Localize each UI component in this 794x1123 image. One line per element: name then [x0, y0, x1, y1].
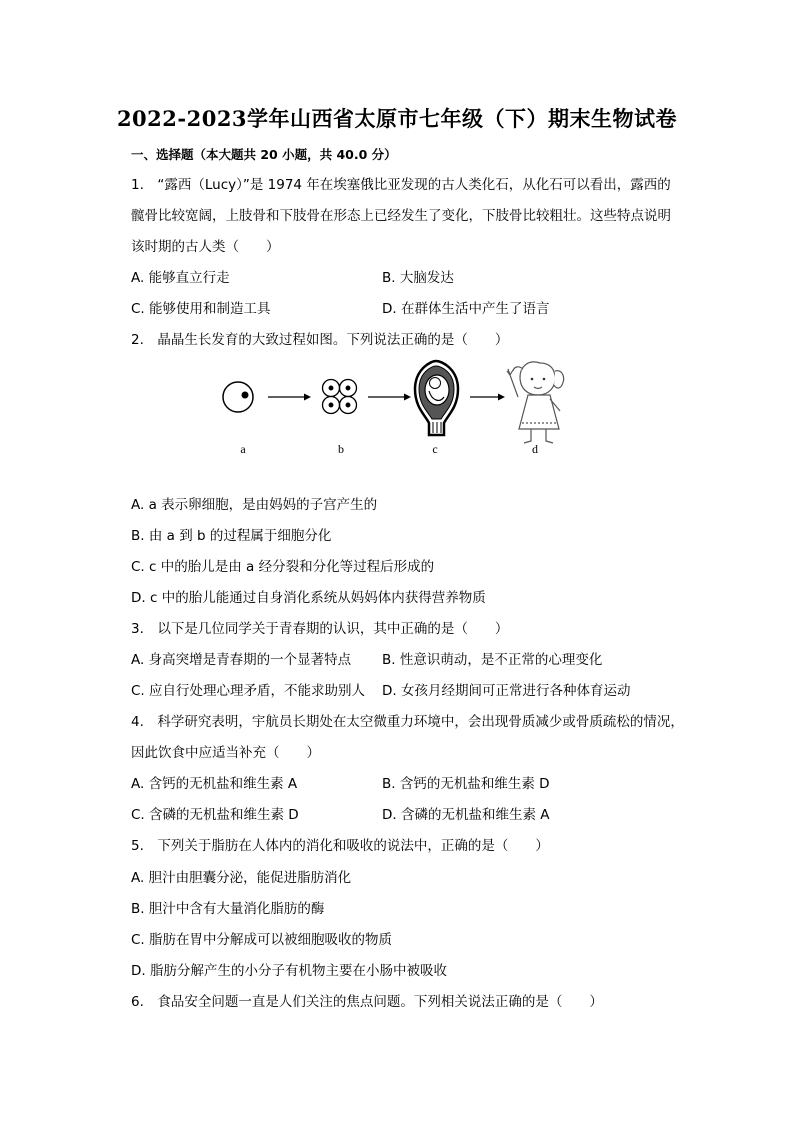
q5-stem: 5. 下列关于脂肪在人体内的消化和吸收的说法中，正确的是（ ）	[131, 838, 549, 854]
figure-label-c: c	[432, 442, 438, 456]
fertilized-egg-drawing	[223, 382, 253, 412]
q4-option-d: D. 含磷的无机盐和维生素 A	[382, 807, 550, 823]
exam-title: 2022-2023学年山西省太原市七年级（下）期末生物试卷	[116, 106, 678, 131]
q1-option-b: B. 大脑发达	[382, 270, 454, 286]
girl-drawing	[507, 362, 564, 443]
q2-option-a: A. a 表示卵细胞，是由妈妈的子宫产生的	[131, 497, 378, 513]
figure-label-a: a	[240, 442, 246, 456]
q4-option-c: C. 含磷的无机盐和维生素 D	[131, 807, 299, 823]
q2-stem: 2. 晶晶生长发育的大致过程如图。下列说法正确的是（ ）	[131, 332, 509, 348]
q1-option-c: C. 能够使用和制造工具	[131, 301, 271, 317]
q1-option-a: A. 能够直立行走	[131, 270, 230, 286]
figure-label-d: d	[532, 442, 538, 456]
growth-process-figure	[218, 357, 578, 462]
q3-option-a: A. 身高突增是青春期的一个显著特点	[131, 652, 352, 668]
q1-stem-line3: 该时期的古人类（ ）	[131, 239, 280, 255]
q4-option-a: A. 含钙的无机盐和维生素 A	[131, 776, 298, 792]
q5-option-b: B. 胆汁中含有大量消化脂肪的酶	[131, 901, 325, 917]
q1-stem-line1: 1. “露西（Lucy）”是 1974 年在埃塞俄比亚发现的古人类化石，从化石可以看出，露西的	[131, 177, 671, 193]
q3-option-b: B. 性意识萌动，是不正常的心理变化	[382, 652, 603, 668]
q3-stem: 3. 以下是几位同学关于青春期的认识，其中正确的是（ ）	[131, 621, 509, 637]
q2-option-d: D. c 中的胎儿能通过自身消化系统从妈妈体内获得营养物质	[131, 590, 486, 606]
figure-label-b: b	[338, 442, 344, 456]
q5-option-a: A. 胆汁由胆囊分泌，能促进脂肪消化	[131, 870, 352, 886]
q2-option-b: B. 由 a 到 b 的过程属于细胞分化	[131, 528, 332, 544]
four-cell-embryo-drawing	[323, 380, 357, 414]
q4-stem-line1: 4. 科学研究表明，宇航员长期处在太空微重力环境中，会出现骨质减少或骨质疏松的情况，	[131, 714, 684, 730]
fetus-in-uterus-drawing	[415, 361, 458, 435]
arrow-icon	[470, 394, 505, 401]
q3-option-c: C. 应自行处理心理矛盾，不能求助别人	[131, 683, 366, 699]
q5-option-d: D. 脂肪分解产生的小分子有机物主要在小肠中被吸收	[131, 963, 447, 979]
q3-option-d: D. 女孩月经期间可正常进行各种体育运动	[382, 683, 631, 699]
q5-option-c: C. 脂肪在胃中分解成可以被细胞吸收的物质	[131, 932, 393, 948]
q1-option-d: D. 在群体生活中产生了语言	[382, 301, 550, 317]
arrow-icon	[368, 394, 411, 401]
q4-option-b: B. 含钙的无机盐和维生素 D	[382, 776, 550, 792]
q2-option-c: C. c 中的胎儿是由 a 经分裂和分化等过程后形成的	[131, 559, 435, 575]
q4-stem-line2: 因此饮食中应适当补充（ ）	[131, 745, 320, 761]
section-heading: 一、选择题（本大题共 20 小题，共 40.0 分）	[131, 147, 397, 162]
q6-stem: 6. 食品安全问题一直是人们关注的焦点问题。下列相关说法正确的是（ ）	[131, 994, 603, 1010]
arrow-icon	[268, 394, 311, 401]
q1-stem-line2: 髋骨比较宽阔，上肢骨和下肢骨在形态上已经发生了变化，下肢骨比较粗壮。这些特点说明	[131, 208, 671, 224]
